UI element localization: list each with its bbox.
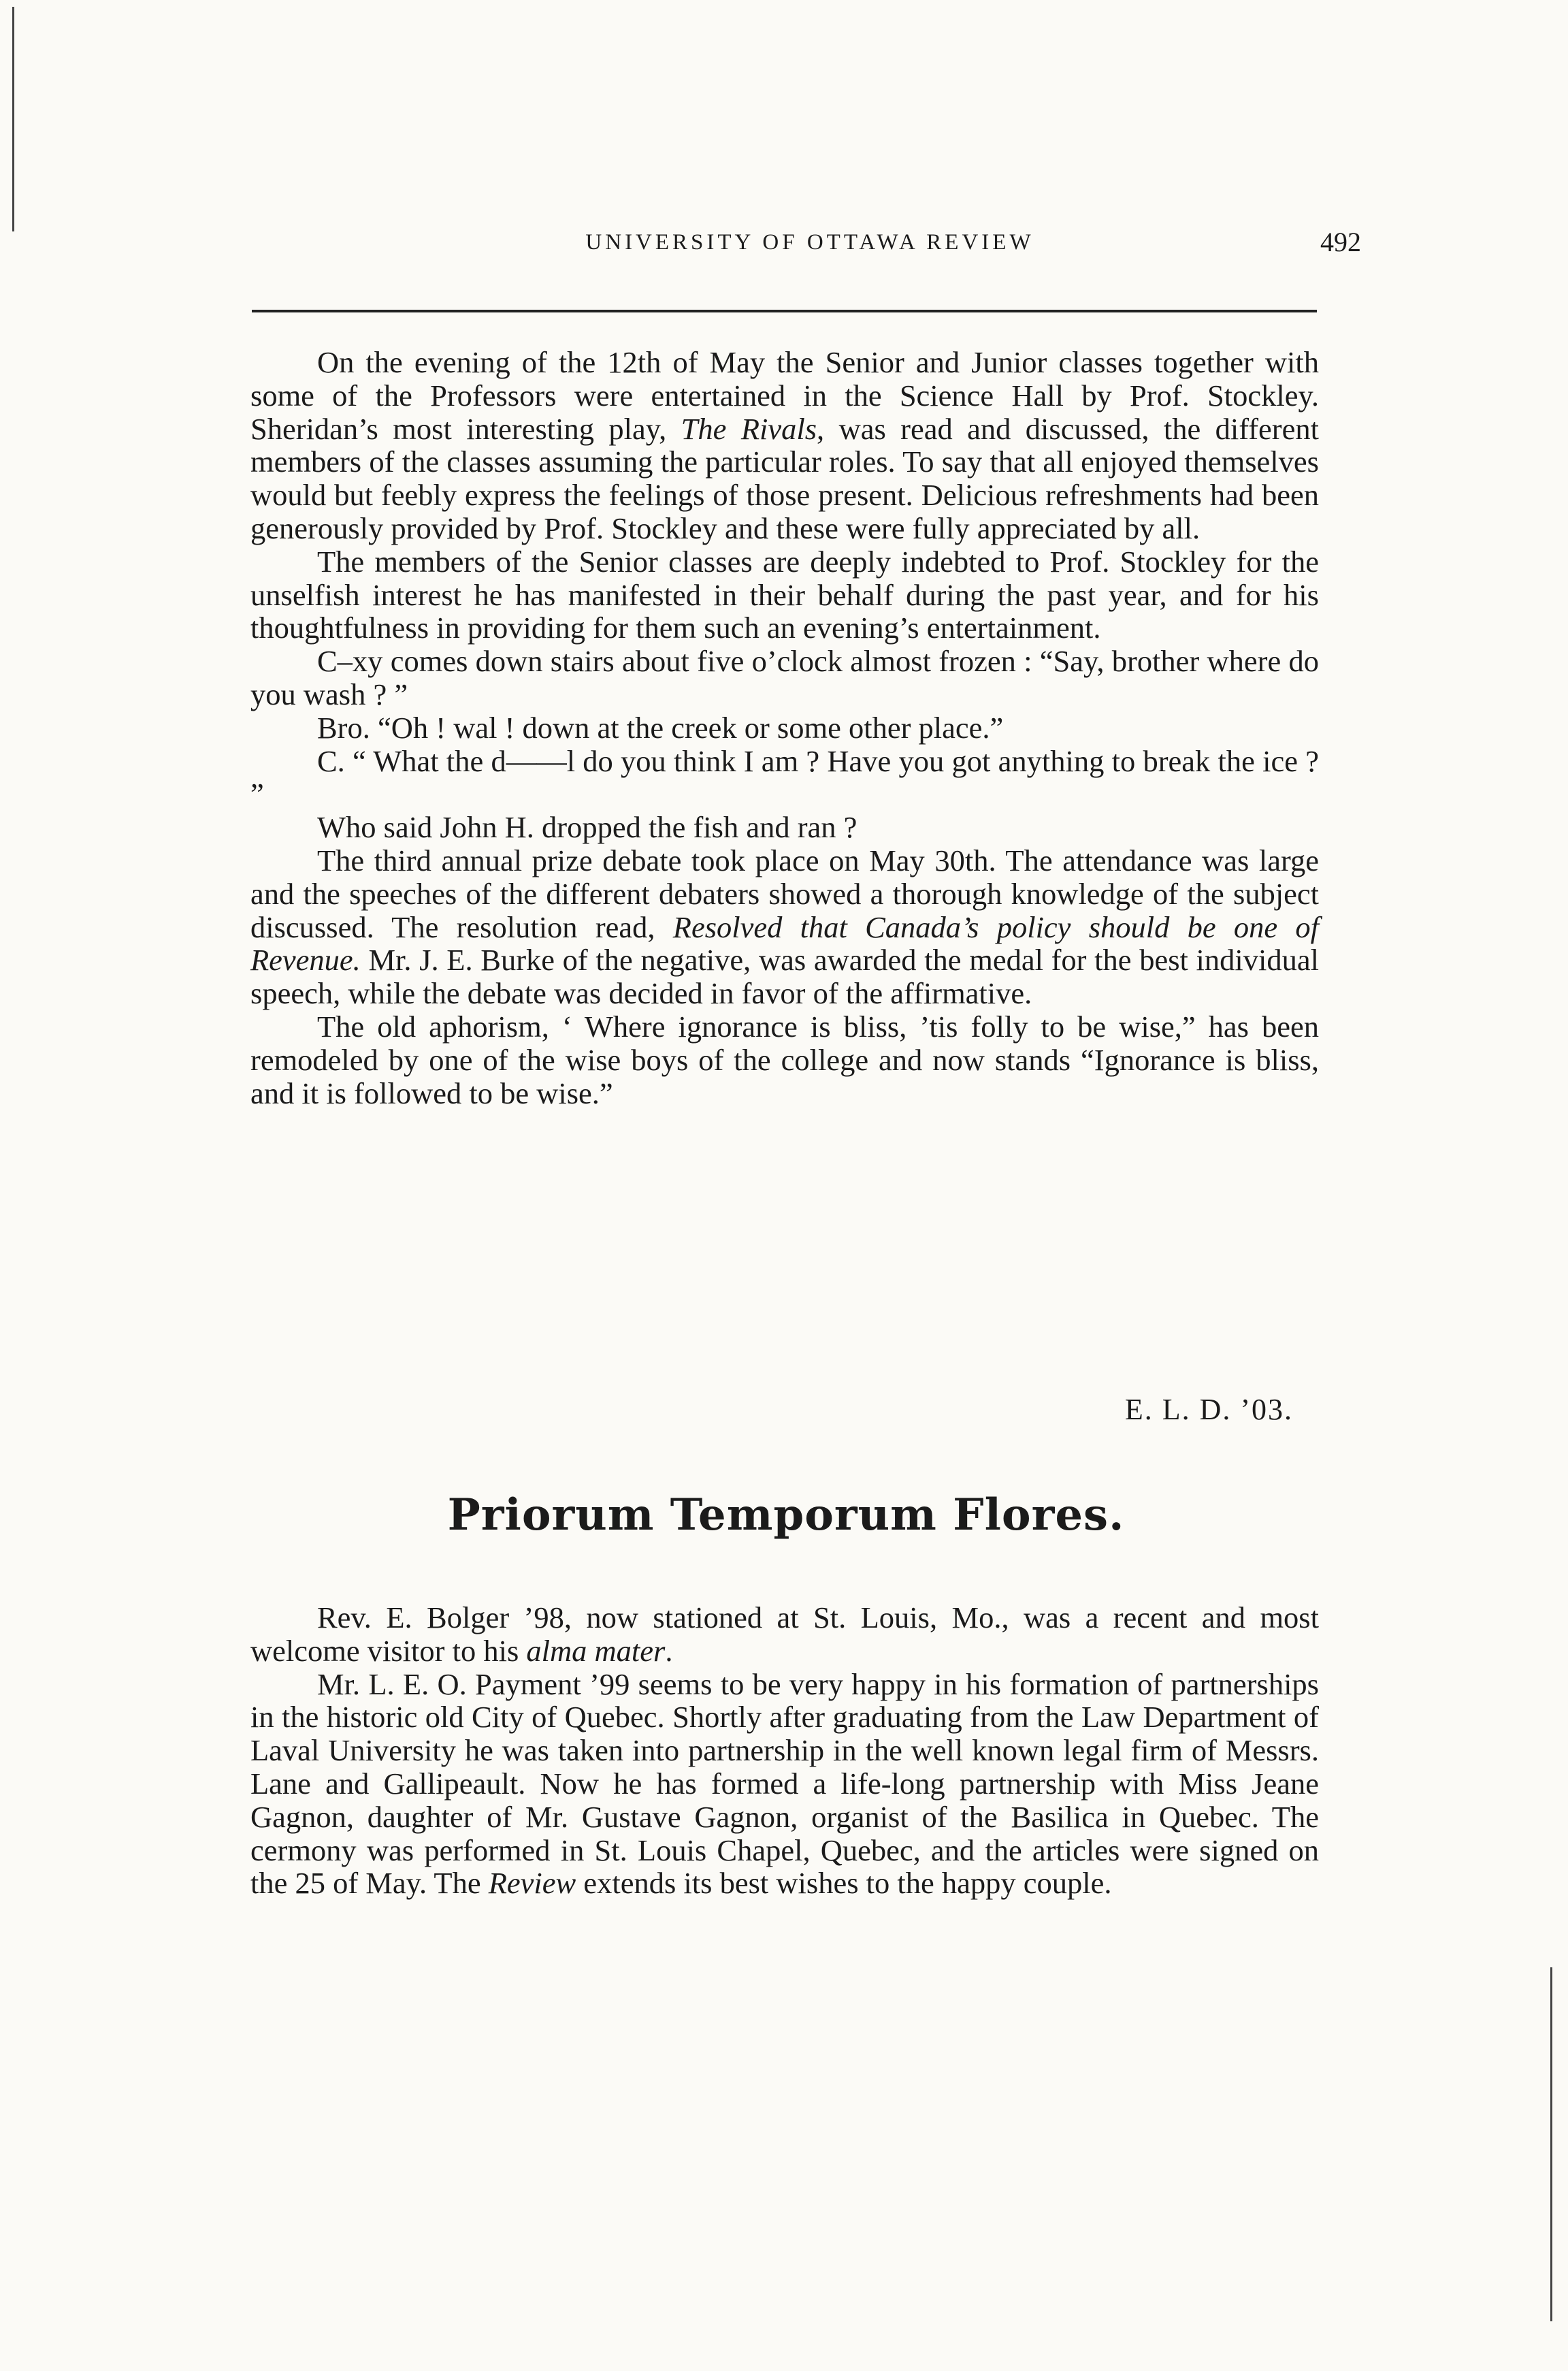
paragraph bbox=[250, 811, 1319, 844]
italic-text: Resolved that Canada’s policy should be one of Revenue. bbox=[250, 909, 1319, 978]
text-run: , was read and discussed, the different members of the classes assuming the particular roles. To say that all enjoyed themselves would but feebly express the feelings of those present. Delicious refreshments had been generously provided by Prof. Stockley and these were fully appreciated by all. bbox=[250, 411, 1319, 545]
text-run: C. “ What the d——l do you think I am ? Have you got anything to break the ice ? ” bbox=[250, 743, 1319, 811]
text-run: extends its best wishes to the happy couple. bbox=[576, 1866, 1112, 1901]
journal-title: UNIVERSITY OF OTTAWA REVIEW bbox=[585, 230, 1034, 255]
text-run: On the evening of the 12th of May the Senior and Junior classes together with some of the Professors were entertained in the Science Hall by Prof. Stockley. Sheridan’s most interesting play, bbox=[250, 345, 1319, 446]
paragraph bbox=[250, 745, 1319, 811]
header-rule bbox=[252, 310, 1317, 312]
paragraph bbox=[250, 346, 1319, 545]
text-run: The third annual prize debate took place on May 30th. The attendance was large and the speeches of the different debaters showed a thorough knowledge of the subject discussed. The resolution read, bbox=[250, 843, 1319, 944]
right-edge-mark bbox=[1550, 1967, 1552, 2321]
italic-text: alma mater bbox=[526, 1633, 666, 1668]
section-title: Priorum Temporum Flores. bbox=[447, 1489, 1125, 1541]
italic-text: Review bbox=[488, 1866, 576, 1901]
paragraph bbox=[250, 1010, 1319, 1110]
author-signature: E. L. D. ’03. bbox=[1124, 1393, 1293, 1426]
text-run: Rev. E. Bolger ’98, now stationed at St. Louis, Mo., was a recent and most welcome visitor to his bbox=[250, 1600, 1319, 1668]
paragraph bbox=[250, 545, 1319, 645]
left-edge-mark bbox=[12, 7, 14, 231]
text-run: Who said John H. dropped the fish and ran ? bbox=[317, 810, 858, 845]
text-run: Mr. J. E. Burke of the negative, was awarded the medal for the best individual speech, while the debate was decided in favor of the affirmative. bbox=[250, 943, 1319, 1011]
paragraph bbox=[250, 645, 1319, 711]
text-run: Bro. “Oh ! wal ! down at the creek or some other place.” bbox=[317, 710, 1004, 745]
italic-text: The Rivals bbox=[681, 411, 817, 446]
paragraph bbox=[250, 1601, 1319, 1668]
article-body bbox=[250, 346, 1319, 1110]
paragraph bbox=[250, 844, 1319, 1010]
paragraph bbox=[250, 1668, 1319, 1901]
text-run: The members of the Senior classes are deeply indebted to Prof. Stockley for the unselfish interest he has manifested in their behalf during the past year, and for his thoughtfulness in providing for them such an evening’s entertainment. bbox=[250, 544, 1319, 645]
section-body bbox=[250, 1601, 1319, 1900]
text-run: C–xy comes down stairs about five o’clock almost frozen : “Say, brother where do you wash ? ” bbox=[250, 644, 1319, 711]
running-head bbox=[252, 227, 1361, 271]
text-run: Mr. L. E. O. Payment ’99 seems to be very happy in his formation of partnerships in the historic old City of Quebec. Shortly after graduating from the Law Department of Laval University he was taken into partnership in the well known legal firm of Messrs. Lane and Gallipeault. Now he has formed a life-long partnership with Miss Jeane Gagnon, daughter of Mr. Gustave Gagnon, organist of the Basilica in Quebec. The cermony was performed in St. Louis Chapel, Quebec, and the articles were signed on the 25 of May. The bbox=[250, 1666, 1319, 1901]
paragraph bbox=[250, 711, 1319, 745]
text-run: . bbox=[665, 1633, 673, 1668]
page-number: 492 bbox=[1320, 227, 1361, 257]
text-run: The old aphorism, ‘ Where ignorance is bliss, ’tis folly to be wise,” has been remodeled by one of the wise boys of the college and now stands “Ignorance is bliss, and it is followed to be wise.” bbox=[250, 1009, 1319, 1110]
